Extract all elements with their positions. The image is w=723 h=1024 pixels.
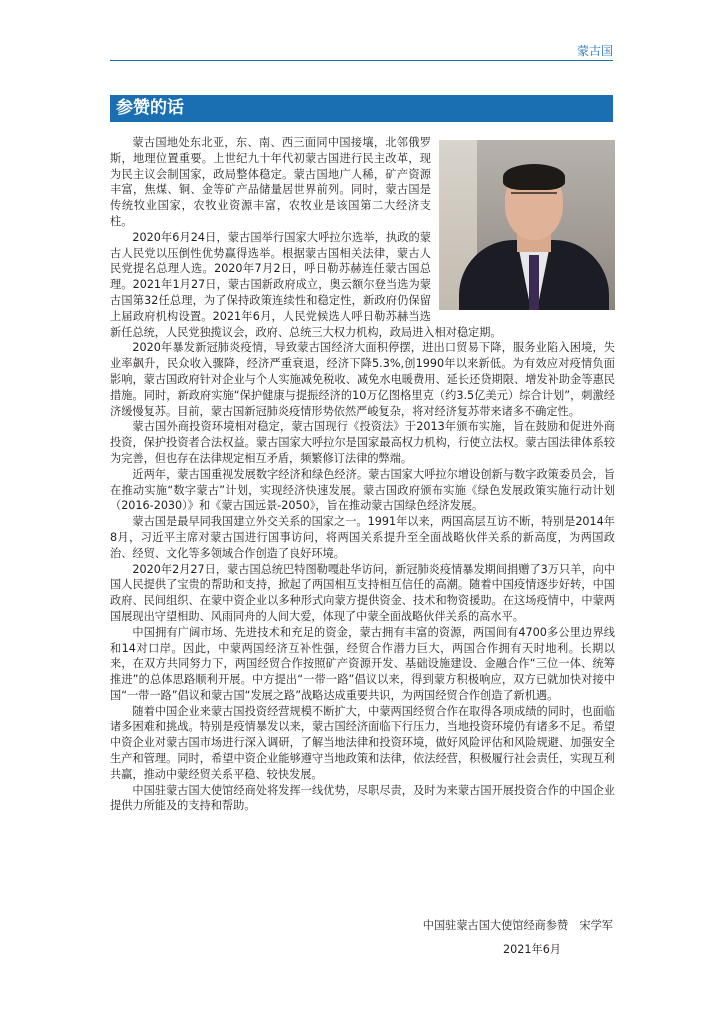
title-banner: [110, 95, 613, 122]
paragraph: 中国驻蒙古国大使馆经商处将发挥一线优势，尽职尽责，及时为来蒙古国开展投资合作的中国企业提供力所能及的支持和帮助。: [110, 783, 615, 813]
paragraph: 2020年暴发新冠肺炎疫情，导致蒙古国经济大面积停摆，进出口贸易下降，服务业陷入困境，失业率飙升，民众收入骤降，经济严重衰退，经济下降5.3%,创1990年以来新低。为有效应对疫情负面影响，蒙古国政府针对企业与个人实施减免税收、减免水电暖费用、延长还贷期限、增发补助金等惠民措施。同时，新政府实施“保护健康与提振经济的10万亿图格里克（约3.5亿美元）综合计划”，刺激经济缓慢复苏。目前，蒙古国新冠肺炎疫情形势依然严峻复杂，将对经济复苏带来诸多不确定性。: [110, 341, 615, 418]
paragraph: 随着中国企业来蒙古国投资经营规模不断扩大，中蒙两国经贸合作在取得各项成绩的同时，也面临诸多困难和挑战。特别是疫情暴发以来，蒙古国经济面临下行压力，当地投资环境仍有诸多不足。希望中资企业对蒙古国市场进行深入调研，了解当地法律和投资环境，做好风险评估和风险规避、加强安全生产和管理。同时，希望中资企业能够遵守当地政策和法律，依法经营，积极履行社会责任，实现互利共赢，推动中蒙经贸关系平稳、较快发展。: [110, 704, 615, 781]
article-body: [110, 135, 615, 895]
tie-shape: [529, 255, 539, 310]
glasses-shape: [511, 192, 557, 204]
paragraph: 中国拥有广阔市场、先进技术和充足的资金，蒙古拥有丰富的资源，两国间有4700多公里边界线和14对口岸。因此，中蒙两国经济互补性强，经贸合作潜力巨大，两国合作拥有天时地利。长期以来，在双方共同努力下，两国经贸合作按照矿产资源开发、基础设施建设、金融合作“三位一体、统筹推进”的总体思路顺利开展。中方提出“一带一路”倡议以来，得到蒙方积极响应，双方已就加快对接中国“一带一路”倡议和蒙古国“发展之路”战略达成重要共识，为两国经贸合作创造了新机遇。: [110, 625, 615, 702]
paragraph: 2020年2月27日，蒙古国总统巴特图勒嘎赴华访问，新冠肺炎疫情暴发期间捐赠了3万只羊，向中国人民提供了宝贵的帮助和支持，掀起了两国相互支持相互信任的高潮。随着中国疫情逐步好转，中国政府、民间组织、在蒙中资企业以多种形式向蒙方提供资金、技术和物资援助。在这场疫情中，中蒙两国展现出守望相助、风雨同舟的人间大爱，体现了中蒙全面战略伙伴关系的高水平。: [110, 562, 615, 623]
paragraph: 蒙古国地处东北亚，东、南、西三面同中国接壤，北邻俄罗斯，地理位置重要。上世纪九十年代初蒙古国进行民主改革，现为民主议会制国家，政局整体稳定。蒙古国地广人稀，矿产资源丰富，焦煤、铜、金等矿产品储量居世界前列。同时，蒙古国是传统牧业国家，农牧业资源丰富，农牧业是该国第二大经济支柱。: [110, 136, 431, 228]
header-country-label: 蒙古国: [576, 44, 613, 58]
hair-shape: [503, 164, 565, 190]
paragraph: 蒙古国是最早同我国建立外交关系的国家之一。1991年以来，两国高层互访不断，特别是2014年8月，习近平主席对蒙古国进行国事访问，将两国关系提升至全面战略伙伴关系的新高度，为两国政治、经贸、文化等多领域合作创造了良好环境。: [110, 515, 615, 560]
paragraph: 近两年，蒙古国重视发展数字经济和绿色经济。蒙古国家大呼拉尔增设创新与数字政策委员会，旨在推动实施“数字蒙古”计划，实现经济快速发展。蒙古国政府颁布实施《绿色发展政策实施行动计划（2016-2030）》和《蒙古国远景-2050》，旨在推动蒙古国绿色经济发展。: [110, 467, 615, 513]
author-signature: 中国驻蒙古国大使馆经商参赞 宋学军: [422, 919, 613, 932]
header-rule: [110, 60, 613, 61]
page-title: 参赞的话: [116, 98, 184, 118]
paragraph: 蒙古国外商投资环境相对稳定，蒙古国现行《投资法》于2013年颁布实施，旨在鼓励和促进外商投资，保护投资者合法权益。蒙古国家大呼拉尔是国家最高权力机构，行使立法权。蒙古国法律体系较为完善，但也存在法律规定相互矛盾，频繁修订法律的弊端。: [110, 420, 615, 465]
paragraph: 2020年6月24日，蒙古国举行国家大呼拉尔选举，执政的蒙古人民党以压倒性优势赢得选举。根据蒙古国相关法律，蒙古人民党提名总理人选。2020年7月2日，呼日勒苏赫连任蒙古国总理。2021年1月27日，蒙古国新政府成立，奥云额尔登当选为蒙古国第32任总理，为了保持政策连续性和稳定性，新政府仍保留上届政府机构设置。2021年6月，人民党候选人呼日勒苏赫当选新任总统，人民党独揽议会，政府、总统三大权力机构，政局进入相对稳定期。: [110, 230, 502, 339]
signature-date: 2021年6月: [503, 943, 561, 956]
portrait-photo: [439, 140, 615, 310]
